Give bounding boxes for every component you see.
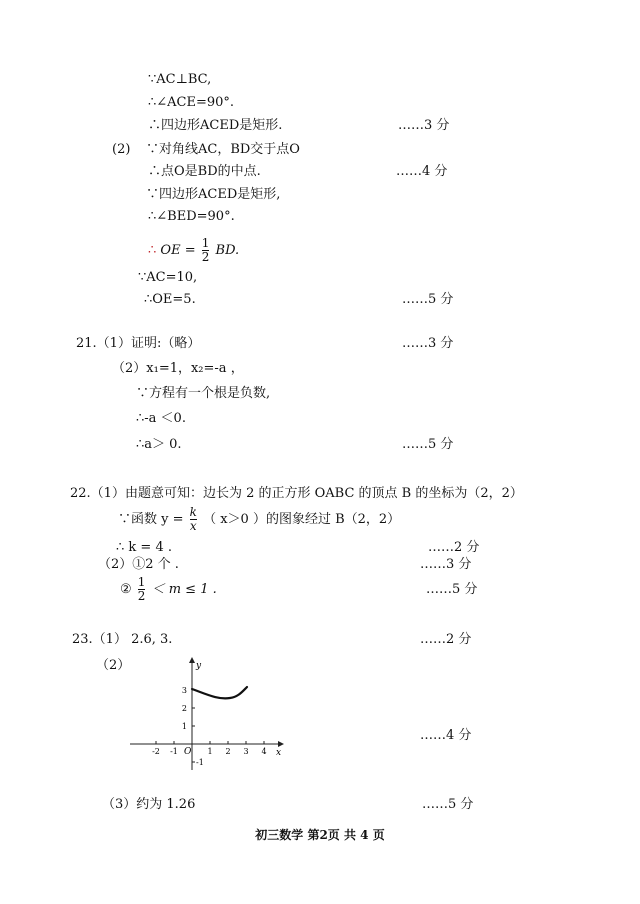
q22-line-2 [118,505,400,535]
x-tick-label: 1 [207,747,213,756]
q22-fraction-half [138,576,146,603]
q21-score-3: ……3 分 [402,336,454,351]
q23-line-2: （2） [96,658,131,673]
q20-score-5: ……5 分 [402,292,454,307]
origin-label: O [184,747,192,757]
q21-line-1: 21.（1）证明:（略） [76,336,201,351]
q23-score-5: ……5 分 [422,797,474,812]
x-tick-label: -1 [170,747,178,756]
q23-line-3: （3）约为 1.26 [102,797,196,812]
q21-line-4: ∴-a ＜0. [136,411,186,426]
y-tick-label: 3 [181,686,187,695]
x-axis-arrow [278,741,284,747]
q20-line-4: ∵对角线AC，BD交于点O [146,142,300,157]
q20-fraction-num: 1 [201,236,210,250]
x-axis-label: x [276,748,282,758]
y-tick-label: 2 [181,704,187,713]
q20-fraction-half [202,237,210,264]
q22-line-5-circle: ② [120,582,132,597]
q20-score-4: ……4 分 [396,164,448,179]
q21-score-5: ……5 分 [402,437,454,452]
page-footer: 初三数学 第2页 共 4 页 [255,828,385,842]
q20-line-8-rhs: BD. [215,243,240,258]
q22-score-5: ……5 分 [426,582,478,597]
q22-score-3: ……3 分 [420,557,472,572]
y-axis-label: y [196,661,202,671]
x-tick-label: 4 [261,747,267,756]
q22-half-num: 1 [137,575,146,589]
q22-half-den: 2 [137,589,146,603]
q22-score-2: ……2 分 [428,540,480,555]
x-tick-label: 3 [243,747,249,756]
q22-line-4: （2）①2 个 . [98,557,179,572]
q20-line-1: ∵AC⊥BC, [148,72,212,87]
q20-line-3: ∴四边形ACED是矩形. [148,118,283,133]
q20-fraction-den: 2 [201,250,210,264]
function-curve [192,687,247,698]
q22-line-5 [120,575,217,605]
q20-score-3: ……3 分 [398,118,450,133]
q22-fraction-den: x [189,519,197,533]
x-tick-label: 2 [225,747,231,756]
y-tick-label: 1 [181,722,187,731]
q20-line-2: ∴∠ACE=90°. [148,95,235,110]
q22-line-2-pre: ∵函数 y = [118,512,184,527]
q22-line-1: 22.（1）由题意可知：边长为 2 的正方形 OABC 的顶点 B 的坐标为（2，2） [70,486,523,501]
q21-line-2: （2）x₁=1，x₂=-a ， [112,361,244,376]
q22-line-2-post: （ x＞0 ）的图象经过 B（2，2） [203,512,401,527]
q22-fraction-num: k [189,505,197,519]
x-tick-label: -2 [152,747,160,756]
q21-line-3: ∵方程有一个根是负数, [136,386,271,401]
y-tick-label: -1 [196,758,204,767]
q23-score-4: ……4 分 [420,728,472,743]
q20-line-8-therefore: ∴ [148,243,157,258]
q20-line-9: ∵AC=10, [138,270,198,285]
q20-line-8 [148,236,239,266]
q23-line-1: 23.（1） 2.6, 3. [72,632,173,647]
q20-line-10: ∴OE=5. [144,292,196,307]
q21-line-5: ∴a＞ 0. [136,437,182,452]
y-axis-arrow [189,657,195,663]
q22-fraction-k-over-x [190,506,197,533]
q20-part-2-label: (2) [112,142,131,157]
q20-line-5: ∴点O是BD的中点. [148,164,261,179]
q20-line-8-lhs: OE = [160,243,196,258]
q20-line-7: ∴∠BED=90°. [148,209,235,224]
q23-function-graph [126,654,296,774]
q20-line-6: ∵四边形ACED是矩形, [146,187,281,202]
q22-line-5-post: ＜ m ≤ 1 . [151,582,217,597]
q23-score-2: ……2 分 [420,632,472,647]
q22-line-3: ∴ k = 4 . [116,540,172,555]
